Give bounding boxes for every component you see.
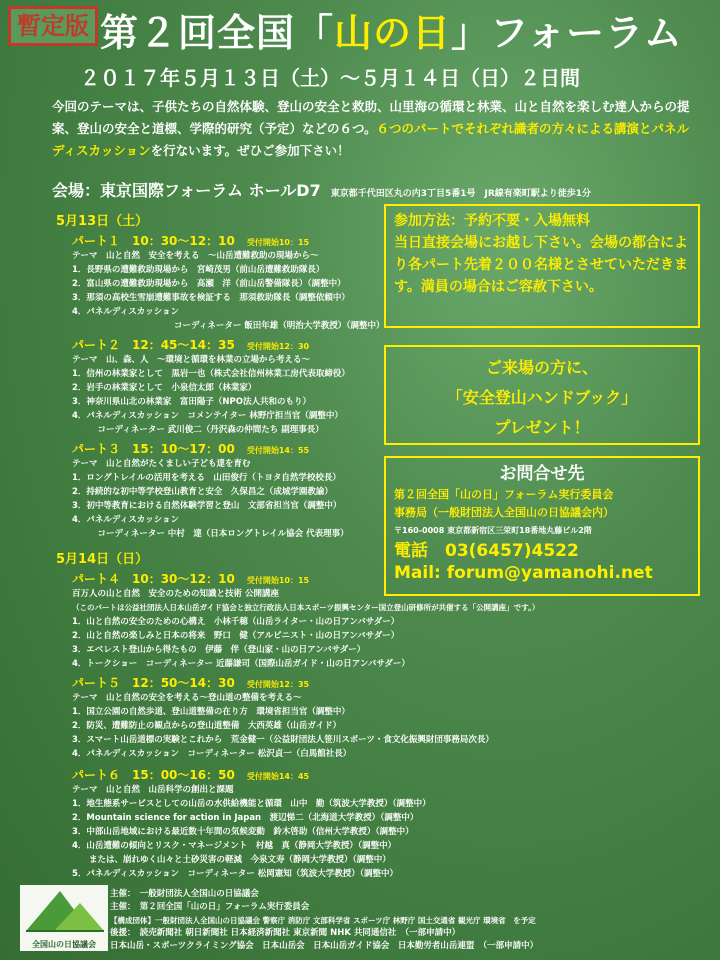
part-6-line: 3．中部山岳地域における最近数十年間の気候変動 鈴木啓助（信州大学教授）（調整中） [72,827,414,837]
part-1-time: パート１ 10：30～12：10 [72,234,235,248]
title-highlight: 山の日 [334,11,452,55]
part-2-line: 2．岩手の林業家として 小泉信太郎（林業家） [72,383,257,393]
part-5-line: 4．パネルディスカッション コーディネーター 松沢貞一（白馬館社長） [72,749,352,759]
contact-mail[interactable]: Mail: forum@yamanohi.net [394,563,653,583]
intro-body: 今回のテーマは、子供たちの自然体験、登山の安全と救助、山里海の循環と林業、山と自然を楽しむ達人からの提案、登山の安全と道標、学際的研究（予定）などの６つ。 [52,99,690,136]
contact-org: 第２回全国「山の日」フォーラム実行委員会 [394,488,614,501]
part-2-line: テーマ 山、森、人 ～環境と循環を林業の立場から考える～ [72,355,311,365]
part-3 [72,440,349,541]
part-3-line: コーディネーター 中村 達（日本ロングトレイル協会 代表理事） [72,529,349,539]
part-1-line: コーディネーター 飯田年雄（明治大学教授）（調整中） [72,321,385,331]
provisional-badge: 暫定版 [8,6,98,46]
part-3-time: パート３ 15：10～17：00 [72,442,235,456]
part-6-line: または、崩れゆく山々と土砂災害の軽減 今泉文寿（静岡大学教授）（調整中） [72,855,391,865]
part-6-line: 1．地生態系サービスとしての山岳の水供給機能と循環 山中 勤（筑波大学教授）（調整中） [72,799,431,809]
intro-highlight: ６つのパートでそれぞれ識者の方々による講演とパネルディスカッション [52,121,690,158]
part-2-time: パート２ 12：45～14：35 [72,338,235,352]
part-3-line: テーマ 山と自然がたくましい子ども達を育む [72,459,251,469]
title-pre: 第２回全国「 [100,11,335,55]
contact-office: 事務局（一般財団法人全国山の日協議会内） [394,506,614,519]
participation-heading: 参加方法：予約不要・入場無料 [394,213,590,229]
part-5-line: 2．防災、遭難防止の観点からの登山道整備 大西英雄（山岳ガイド） [72,721,342,731]
gift-line: 「安全登山ハンドブック」 [446,388,638,407]
footer-line: 【構成団体】一般財団法人全国山の日協議会 警察庁 消防庁 文部科学省 スポーツ庁 林野庁 国土交通省 観光庁 環境省 を予定 [110,916,536,925]
intro-text [52,96,692,162]
participation-body: 当日直接会場にお越し下さい。会場の都合により各パート先着２００名様とさせていただきます。満員の場合はご容赦下さい。 [394,235,688,295]
part-3-line: 1．ロングトレイルの活用を考える 山田俊行（トヨタ自然学校校長） [72,473,341,483]
part-1-line: 2．富山県の遭難救助現場から 高瀬 洋（前山岳警備隊長）（調整中） [72,279,346,289]
gift-line: プレゼント！ [494,418,590,437]
part-6-time: パート６ 15：00～16：50 [72,768,235,782]
part-2 [72,336,350,437]
part-6-line: 4．山岳遭難の傾向とリスク・マネージメント 村越 真（静岡大学教授）（調整中） [72,841,397,851]
contact-box [384,456,700,596]
part-1-reception: 受付開始10：15 [246,238,310,247]
part-4-line: 2．山と自然の楽しみと日本の将来 野口 健（アルピニスト・山の日アンバサダー） [72,631,400,641]
footer-line: 後援： 読売新聞社 朝日新聞社 日本経済新聞社 東京新聞 NHK 共同通信社 （一部申請中） [110,928,461,938]
part-3-line: 4．パネルディスカッション [72,515,179,525]
venue-label: 会場：東京国際フォーラム ホールD7 [52,181,321,200]
part-2-line: コーディネーター 武川俊二（丹沢森の仲間たち 副理事長） [72,425,324,435]
part-1-line: 1．長野県の遭難救助現場から 宮崎茂男（前山岳遭難救助隊長） [72,265,325,275]
contact-address: 〒160-0008 東京都新宿区三栄町18番地丸藤ビル2階 [394,526,592,535]
part-2-line: 3．神奈川県山北の林業家 富田陽子（NPO法人共和のもり） [72,397,311,407]
part-4-line: 百万人の山と自然 安全のための知識と技術 公開講座 [72,589,279,599]
part-4-line: 3．エベレスト登山から得たもの 伊藤 伴（登山家・山の日アンバサダー） [72,645,366,655]
footer-line: 主催： 一般財団法人全国山の日協議会 [110,889,259,899]
contact-phone: 電話 03(6457)4522 [394,541,579,561]
gift-box [384,345,700,445]
part-1-title [72,232,385,249]
part-1-line: テーマ 山と自然 安全を考える ～山岳遭難救助の現場から～ [72,251,319,261]
part-4-time: パート４ 10：30～12：10 [72,572,235,586]
participation-info-box [384,204,700,328]
part-6 [72,766,431,881]
organization-logo [20,885,108,951]
part-6-line: 5．パネルディスカッション コーディネーター 松岡憲知（筑波大学教授）（調整中） [72,869,399,879]
part-1-line: 3．那須の高校生雪崩遭難事故を検証する 那須救助隊長（調整依頼中） [72,293,350,303]
part-4-reception: 受付開始10：15 [246,576,310,585]
part-5-line: 3．スマート山岳道標の実験とこれから 荒金健一（公益財団法人笹川スポーツ・食文化振興財団事務局次長） [72,735,494,745]
venue-line [52,178,591,201]
day1-heading: 5月13日（土） [56,214,149,229]
gift-line: ご来場の方に、 [485,358,598,377]
contact-heading: お問合せ先 [499,464,585,484]
part-5-line: テーマ 山と自然の安全を考える～登山道の整備を考える～ [72,693,302,703]
event-dates: ２０１７年５月１３日（土）～５月１４日（日）２日間 [80,66,580,90]
venue-address: 東京都千代田区丸の内3丁目5番1号 JR線有楽町駅より徒歩1分 [330,189,592,199]
part-4-line: （このパートは公益社団法人日本山岳ガイド協会と独立行政法人日本スポーツ振興センター国立登山研修所が共催する「公開講座」です。） [72,603,540,612]
mountain-icon [20,885,108,935]
part-3-title [72,440,349,457]
intro-tail: を行ないます。ぜひご参加下さい！ [150,143,350,158]
part-1-line: 4．パネルディスカッション [72,307,179,317]
footer-line: 主催： 第２回全国「山の日」フォーラム実行委員会 [110,902,310,912]
part-5-title [72,674,494,691]
part-6-title [72,766,431,783]
logo-text: 全国山の日協議会 [32,940,96,949]
part-2-reception: 受付開始12：30 [246,342,310,351]
page-title [100,2,683,57]
part-3-line: 2．持続的な初中等学校登山教育と安全 久保昌之（成城学園教諭） [72,487,333,497]
part-2-line: 1．信州の林業家として 黒岩一也（株式会社信州林業工房代表取締役） [72,369,350,379]
part-5-line: 1．国立公園の自然歩道、登山道整備の在り方 環境省担当官（調整中） [72,707,350,717]
part-1 [72,232,385,333]
part-3-reception: 受付開始14：55 [246,446,310,455]
part-6-line: 2．Mountain science for action in Japan 渡辺悌二（北海道大学教授）（調整中） [72,813,419,823]
title-post: 」フォーラム [451,11,683,55]
part-6-line: テーマ 山と自然 山岳科学の創出と課題 [72,785,234,795]
part-4-line: 4．トークショー コーディネーター 近藤謙司（国際山岳ガイド・山の日アンバサダー） [72,659,410,669]
part-6-reception: 受付開始14：45 [246,772,310,781]
footer-line: 日本山岳・スポーツクライミング協会 日本山岳会 日本山岳ガイド協会 日本勤労者山岳連盟 （一部申請中） [110,941,539,951]
part-5 [72,674,494,761]
part-4-line: 1．山と自然の安全のための心構え 小林千穂（山岳ライター・山の日アンバサダー） [72,617,400,627]
part-5-time: パート５ 12：50～14：30 [72,676,235,690]
part-5-reception: 受付開始12：35 [246,680,310,689]
day2-heading: 5月14日（日） [56,552,149,567]
part-2-title [72,336,350,353]
part-3-line: 3．初中等教育における自然体験学習と登山 文部省担当官（調整中） [72,501,342,511]
footer-credits [110,888,538,953]
part-2-line: 4．パネルディスカッション コメンテイター 林野庁担当官（調整中） [72,411,343,421]
